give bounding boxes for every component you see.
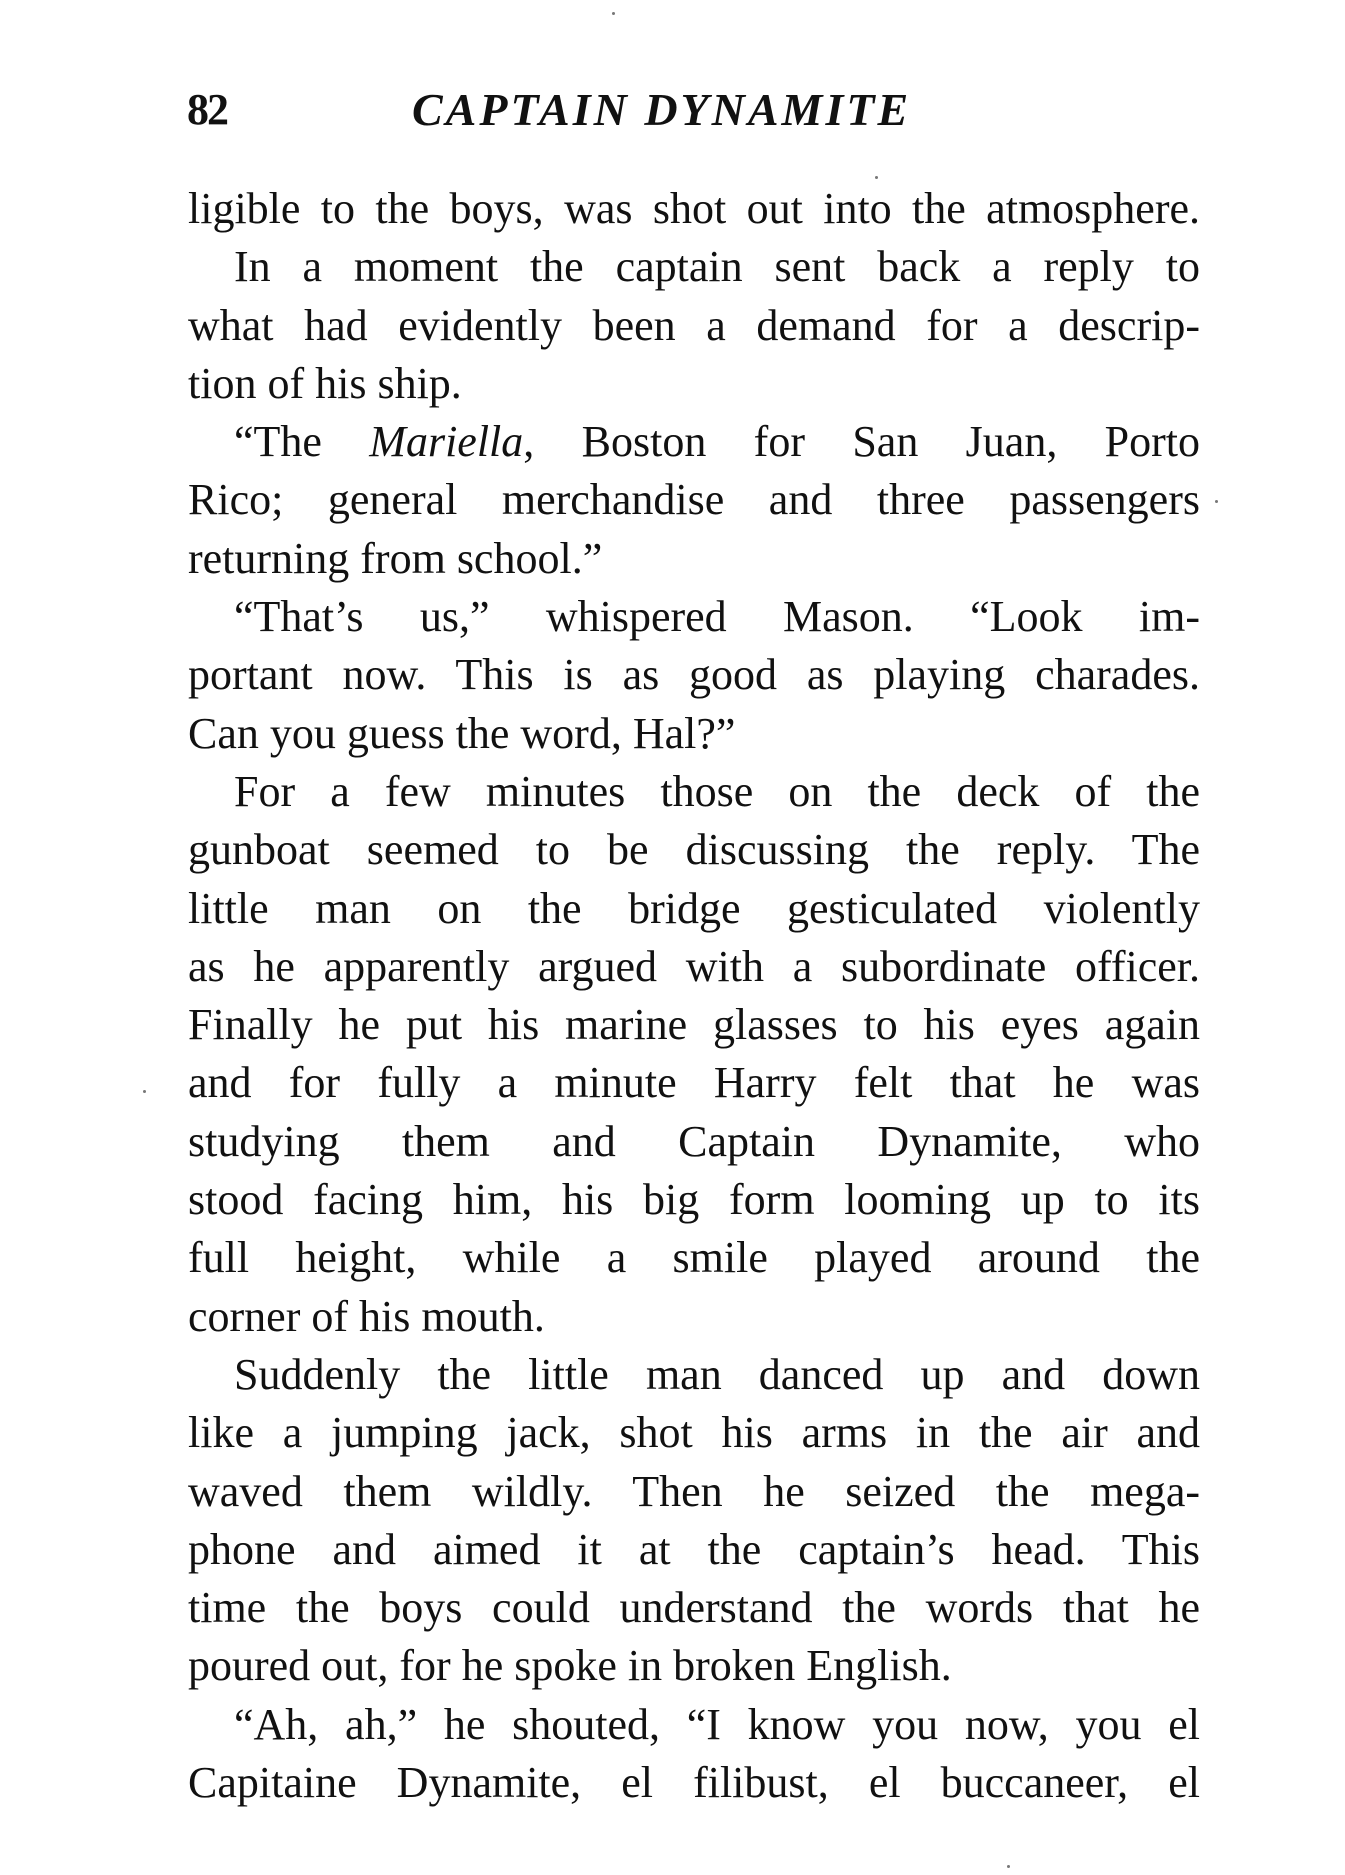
text-line: In a moment the captain sent back a reply to — [234, 242, 1200, 292]
text-line: waved them wildly. Then he seized the mega- — [188, 1466, 1200, 1516]
text-fragment: , Boston for San Juan, Porto — [523, 417, 1201, 467]
text-line: as he apparently argued with a subordinate officer. — [188, 941, 1200, 991]
text-line: poured out, for he spoke in broken English. — [188, 1641, 952, 1691]
text-line — [188, 413, 1200, 471]
text-line: portant now. This is as good as playing charades. — [188, 650, 1200, 700]
text-line: phone and aimed it at the captain’s head. This — [188, 1524, 1200, 1574]
text-line: studying them and Captain Dynamite, who — [188, 1116, 1200, 1166]
scan-speck — [143, 1090, 146, 1093]
text-line: Capitaine Dynamite, el filibust, el buccaneer, el — [188, 1758, 1200, 1808]
text-line: like a jumping jack, shot his arms in the air and — [188, 1408, 1200, 1458]
text-line: stood facing him, his big form looming up to its — [188, 1175, 1200, 1225]
body-text — [188, 180, 1200, 1812]
text-line: and for fully a minute Harry felt that he was — [188, 1058, 1200, 1108]
text-line: “That’s us,” whispered Mason. “Look im- — [234, 592, 1200, 642]
text-line: returning from school.” — [188, 533, 603, 583]
text-line: Can you guess the word, Hal?” — [188, 708, 736, 758]
text-line: what had evidently been a demand for a descrip- — [188, 300, 1200, 350]
text-line: ligible to the boys, was shot out into the atmosphere. — [188, 184, 1200, 233]
page-header — [187, 84, 1200, 136]
text-line: Suddenly the little man danced up and down — [234, 1349, 1200, 1399]
text-line: corner of his mouth. — [188, 1291, 545, 1341]
text-fragment: “The — [234, 417, 370, 467]
text-line: “Ah, ah,” he shouted, “I know you now, you el — [234, 1699, 1200, 1749]
scan-speck — [612, 12, 615, 15]
text-line: gunboat seemed to be discussing the reply. The — [188, 825, 1200, 875]
text-line: little man on the bridge gesticulated violently — [188, 883, 1200, 933]
text-line: For a few minutes those on the deck of the — [234, 766, 1200, 816]
text-line: full height, while a smile played around the — [188, 1233, 1200, 1283]
text-line: Rico; general merchandise and three passengers — [188, 475, 1200, 525]
scan-speck — [1007, 1865, 1010, 1868]
text-line: Finally he put his marine glasses to his eyes again — [188, 1000, 1200, 1050]
text-line: time the boys could understand the words that he — [188, 1583, 1200, 1633]
scan-speck — [875, 176, 878, 179]
ship-name: Mariella — [369, 417, 524, 467]
text-line: tion of his ship. — [188, 358, 462, 408]
scan-speck — [1215, 500, 1218, 503]
page-number: 82 — [187, 85, 227, 134]
running-title: CAPTAIN DYNAMITE — [412, 84, 912, 135]
